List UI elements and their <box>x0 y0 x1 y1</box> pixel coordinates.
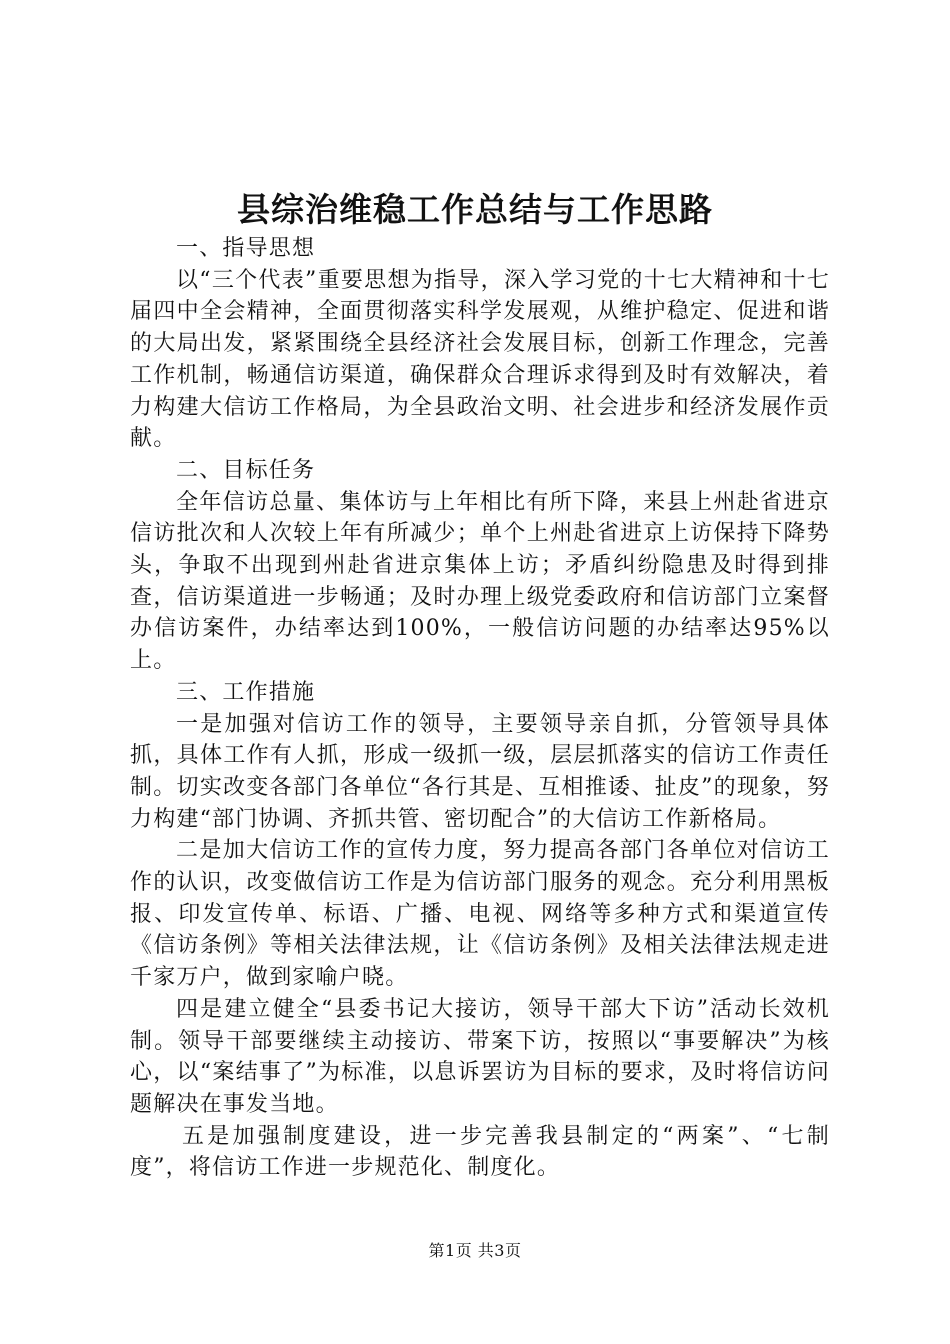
section-heading-measures: 三、工作措施 <box>176 679 316 705</box>
paragraph-measure-institutions: 五是加强制度建设，进一步完善我县制定的“两案”、“七制度”，将信访工作进一步规范化、制度化。 <box>130 1123 830 1181</box>
paragraph-measure-visits: 四是建立健全“县委书记大接访，领导干部大下访”活动长效机制。领导干部要继续主动接访、带案下访，按照以“事要解决”为核心，以“案结事了”为标准，以息诉罢访为目标的要求，及时将信访问题解决在事发当地。 <box>130 996 830 1117</box>
paragraph-guiding-ideology: 以“三个代表”重要思想为指导，深入学习党的十七大精神和十七届四中全会精神，全面贯彻落实科学发展观，从维护稳定、促进和谐的大局出发，紧紧围绕全县经济社会发展目标，创新工作理念，完善工作机制，畅通信访渠道，确保群众合理诉求得到及时有效解决，着力构建大信访工作格局，为全县政治文明、社会进步和经济发展作贡献。 <box>130 267 830 452</box>
paragraph-measure-publicity: 二是加大信访工作的宣传力度，努力提高各部门各单位对信访工作的认识，改变做信访工作是为信访部门服务的观念。充分利用黑板报、印发宣传单、标语、广播、电视、网络等多种方式和渠道宣传《信访条例》等相关法律法规，让《信访条例》及相关法律法规走进千家万户，做到家喻户晓。 <box>130 838 830 991</box>
section-heading-guiding-ideology: 一、指导思想 <box>176 236 316 261</box>
paragraph-goals: 全年信访总量、集体访与上年相比有所下降，来县上州赴省进京信访批次和人次较上年有所减少；单个上州赴省进京上访保持下降势头，争取不出现到州赴省进京集体上访；矛盾纠纷隐患及时得到排查，信访渠道进一步畅通；及时办理上级党委政府和信访部门立案督办信访案件，办结率达到100%，一般信访问题的办结率达95%以上。 <box>130 489 830 674</box>
section-heading-goals: 二、目标任务 <box>176 457 316 483</box>
document-title: 县综治维稳工作总结与工作思路 <box>237 190 713 229</box>
page-footer: 第1页 共3页 <box>428 1241 522 1260</box>
document-body <box>130 233 830 1184</box>
paragraph-measure-leadership: 一是加强对信访工作的领导，主要领导亲自抓，分管领导具体抓，具体工作有人抓，形成一级抓一级，层层抓落实的信访工作责任制。切实改变各部门各单位“各行其是、互相推诿、扯皮”的现象，努力构建“部门协调、齐抓共管、密切配合”的大信访工作新格局。 <box>130 711 830 832</box>
